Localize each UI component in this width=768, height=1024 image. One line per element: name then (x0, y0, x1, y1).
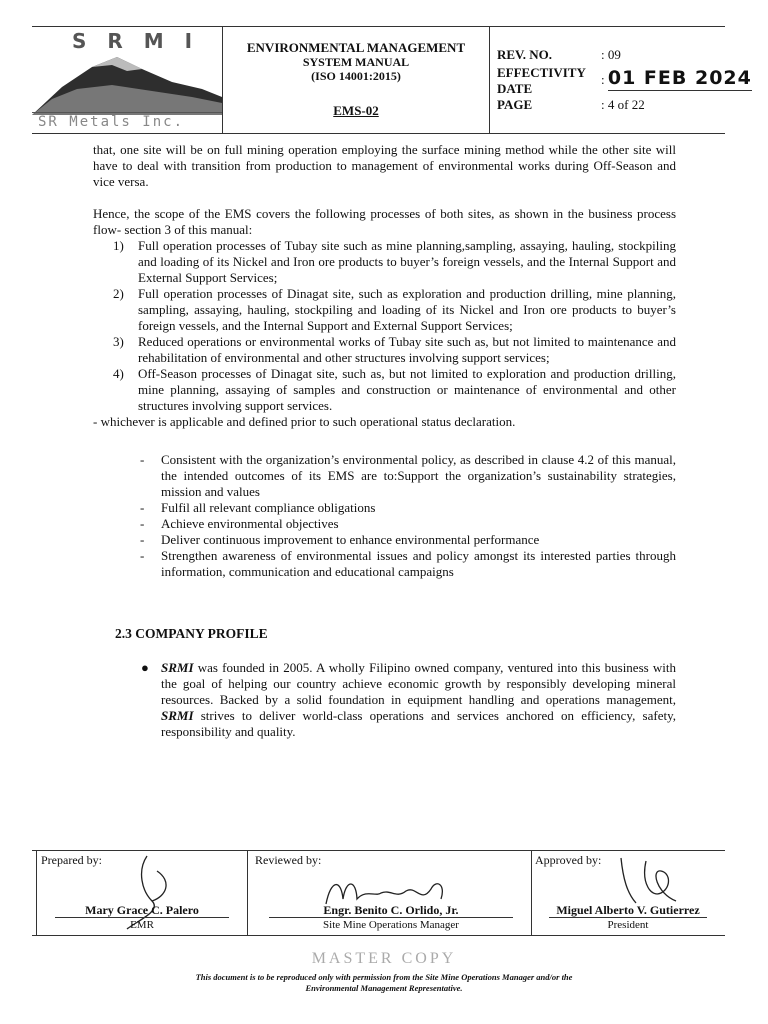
list-item: 1) Full operation processes of Tubay site such as mine planning,sampling, assaying, hauling, stockpiling and loading of its Nickel and Iron ore products to buyer’s foreign vessels, and the Internal Support and External Support Services; (113, 238, 676, 285)
list-item: - Strengthen awareness of environmental issues and policy amongst its interested parties through information, communication and educational campaigns (140, 548, 676, 579)
document-code: EMS-02 (333, 103, 379, 118)
signature-block (32, 850, 725, 936)
company-profile-paragraph: ● SRMI was founded in 2005. A wholly Filipino owned company, ventured into this business with the goal of helping our country achieve economic growth by responsibly developing mineral resources. Backed by a solid foundation in equipment handling and operations management, SRMI strives to deliver world-class operations and services anchored on efficiency, safety, responsibility and quality. (141, 660, 676, 739)
section-heading: 2.3 COMPANY PROFILE (115, 626, 268, 641)
date-label: DATE (497, 81, 533, 96)
prepared-role: EMR (130, 919, 154, 931)
company-logo (32, 27, 223, 133)
paragraph-sites: that, one site will be on full mining operation employing the surface mining method while the other site will have to deal with transition from production to management of environmental works during Off-Season and vice versa. (93, 142, 676, 189)
list-item: 2) Full operation processes of Dinagat site, such as exploration and production drilling, mine planning, sampling, assaying, hauling, stockpiling and loading of its Nickel and Iron ore products to buyer’s foreign vessels, and the Internal Support and External Support Services; (113, 286, 676, 333)
logo-company-name: SR Metals Inc. (32, 112, 222, 131)
reviewed-name: Engr. Benito C. Orlido, Jr. (323, 903, 459, 917)
company-name: SRMI (161, 660, 194, 675)
logo-text: S R M I (72, 29, 200, 53)
list-item: - Deliver continuous improvement to enhance environmental performance (140, 532, 540, 547)
master-copy-stamp: MASTER COPY (311, 950, 457, 967)
company-name: SRMI (161, 708, 194, 723)
document-body (93, 142, 676, 740)
reproduction-notice: This document is to be reproduced only with permission from the Site Mine Operations Manager and/or the Environmental Management Representative. (195, 972, 573, 993)
list-item: - Achieve environmental objectives (140, 516, 339, 531)
title-line-2: SYSTEM MANUAL (302, 55, 410, 69)
prepared-name: Mary Grace C. Palero (85, 903, 199, 917)
list-item: - Fulfil all relevant compliance obligations (140, 500, 376, 515)
status-note: - whichever is applicable and defined prior to such operational status declaration. (93, 414, 516, 429)
revision-value: : 09 (601, 47, 621, 62)
title-line-3: (ISO 14001:2015) (311, 69, 401, 83)
paragraph-scope: Hence, the scope of the EMS covers the following processes of both sites, as shown in the business process flow- section 3 of this manual: (93, 206, 676, 237)
revision-label: REV. NO. (497, 47, 553, 62)
prepared-by-cell (36, 851, 248, 935)
list-item: 3) Reduced operations or environmental works of Tubay site such as, but not limited to maintenance and rehabilitation of environmental and other structures involving support services; (113, 334, 676, 365)
reviewed-role: Site Mine Operations Manager (323, 919, 459, 931)
list-item: - Consistent with the organization’s environmental policy, as described in clause 4.2 of this manual, the intended outcomes of its EMS are to:Support the organization’s sustainability strategies, mission and values (140, 452, 676, 499)
outcomes-list (93, 452, 676, 580)
page-value: : 4 of 22 (601, 97, 645, 112)
approved-name: Miguel Alberto V. Gutierrez (556, 903, 700, 917)
approved-label: Approved by: (535, 853, 602, 867)
manual-title (223, 27, 490, 133)
effectivity-date-stamp: 01 FEB 2024 (607, 67, 752, 89)
title-line-1: ENVIRONMENTAL MANAGEMENT (246, 40, 466, 55)
page-label: PAGE (497, 97, 533, 112)
revision-info: REV. NO. : 09 EFFECTIVITY DATE : 01 FEB 2024 PAGE : 4 of 22 (497, 47, 752, 112)
prepared-label: Prepared by: (41, 853, 102, 867)
approved-by-cell (531, 851, 725, 935)
scope-list (93, 238, 676, 414)
reviewed-label: Reviewed by: (255, 853, 322, 867)
bullet-icon: ● (141, 660, 149, 675)
effectivity-label: EFFECTIVITY (497, 65, 586, 80)
document-header (32, 26, 752, 134)
approved-role: President (607, 919, 649, 931)
list-item: 4) Off-Season processes of Dinagat site, such as, but not limited to exploration and production drilling, mine planning, assaying of samples and construction or maintenance of environmental and other structures involving support services. (113, 366, 676, 413)
reviewed-by-cell (251, 851, 532, 935)
